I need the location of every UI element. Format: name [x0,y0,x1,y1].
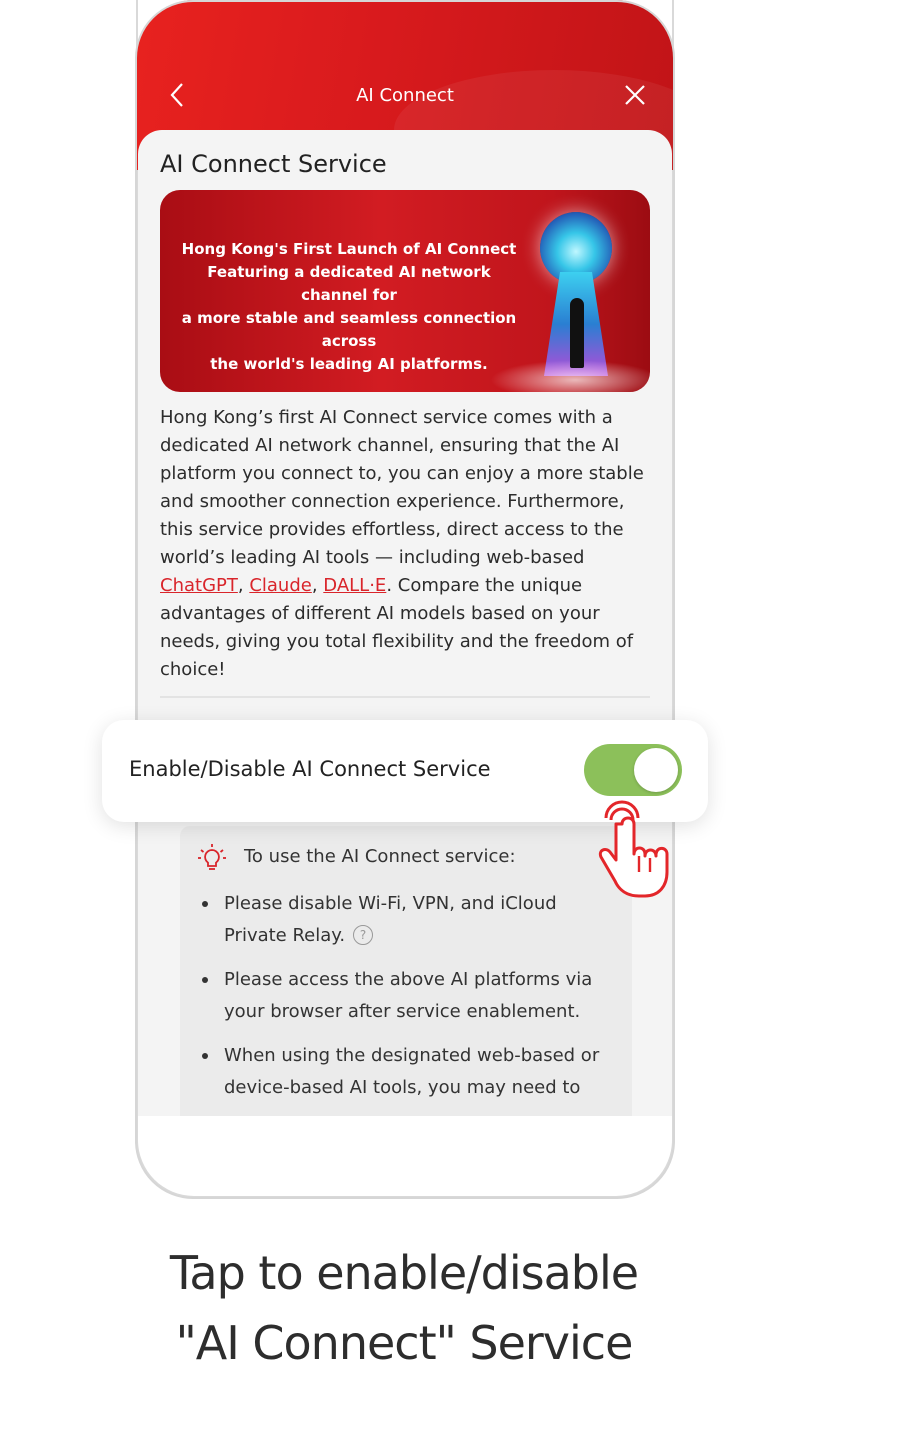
caption [0,1238,808,1378]
list-item [198,888,618,952]
banner-line: Hong Kong's First Launch of AI Connect [181,240,517,258]
description-text: . Compare the unique advantages of different AI models based on your needs, giving you total flexibility and the freedom of choice! [160,575,634,680]
banner-line: the world's leading AI platforms. [210,355,488,373]
person-silhouette [570,298,584,368]
toggle-label: Enable/Disable AI Connect Service [129,757,491,781]
content-sheet [138,130,672,1116]
help-icon[interactable]: ? [353,925,373,945]
dalle-link[interactable]: DALL·E [323,575,387,596]
divider [160,696,650,698]
chatgpt-link[interactable]: ChatGPT [160,575,238,596]
banner-line: a more stable and seamless connection across [181,309,517,350]
service-toggle[interactable] [584,744,682,796]
chevron-left-icon[interactable] [164,80,190,110]
usage-info-box [180,826,632,1116]
bullet-text: Please access the above AI platforms via your browser after service enablement. [224,969,593,1022]
service-description [160,404,656,684]
banner-line: Featuring a dedicated AI network channel for [207,263,491,304]
bullet-text: Please disable Wi-Fi, VPN, and iCloud Private Relay. [224,893,557,946]
info-title: To use the AI Connect service: [244,846,516,867]
header-title: AI Connect [356,85,454,106]
description-text: Hong Kong’s first AI Connect service comes with a dedicated AI network channel, ensuring that the AI platform you connect to, you can enjoy a more stable and smoother connection experience. Furthermore, this service provides effortless, direct access to the world’s leading AI tools — including web-based [160,407,644,568]
section-title: AI Connect Service [160,150,387,178]
toggle-knob [634,748,678,792]
promo-banner [160,190,650,392]
close-icon[interactable] [620,80,650,110]
separator: , [311,575,324,596]
list-item [198,964,618,1028]
claude-link[interactable]: Claude [249,575,312,596]
caption-line: Tap to enable/disable [169,1246,639,1300]
lightbulb-icon [196,842,228,874]
list-item [198,1040,618,1104]
info-bullets [198,888,618,1116]
banner-text [172,238,526,376]
caption-line: "AI Connect" Service [175,1316,633,1370]
bullet-text: When using the designated web-based or device-based AI tools, you may need to [224,1045,600,1098]
tap-hand-icon [578,796,678,906]
separator: , [237,575,250,596]
